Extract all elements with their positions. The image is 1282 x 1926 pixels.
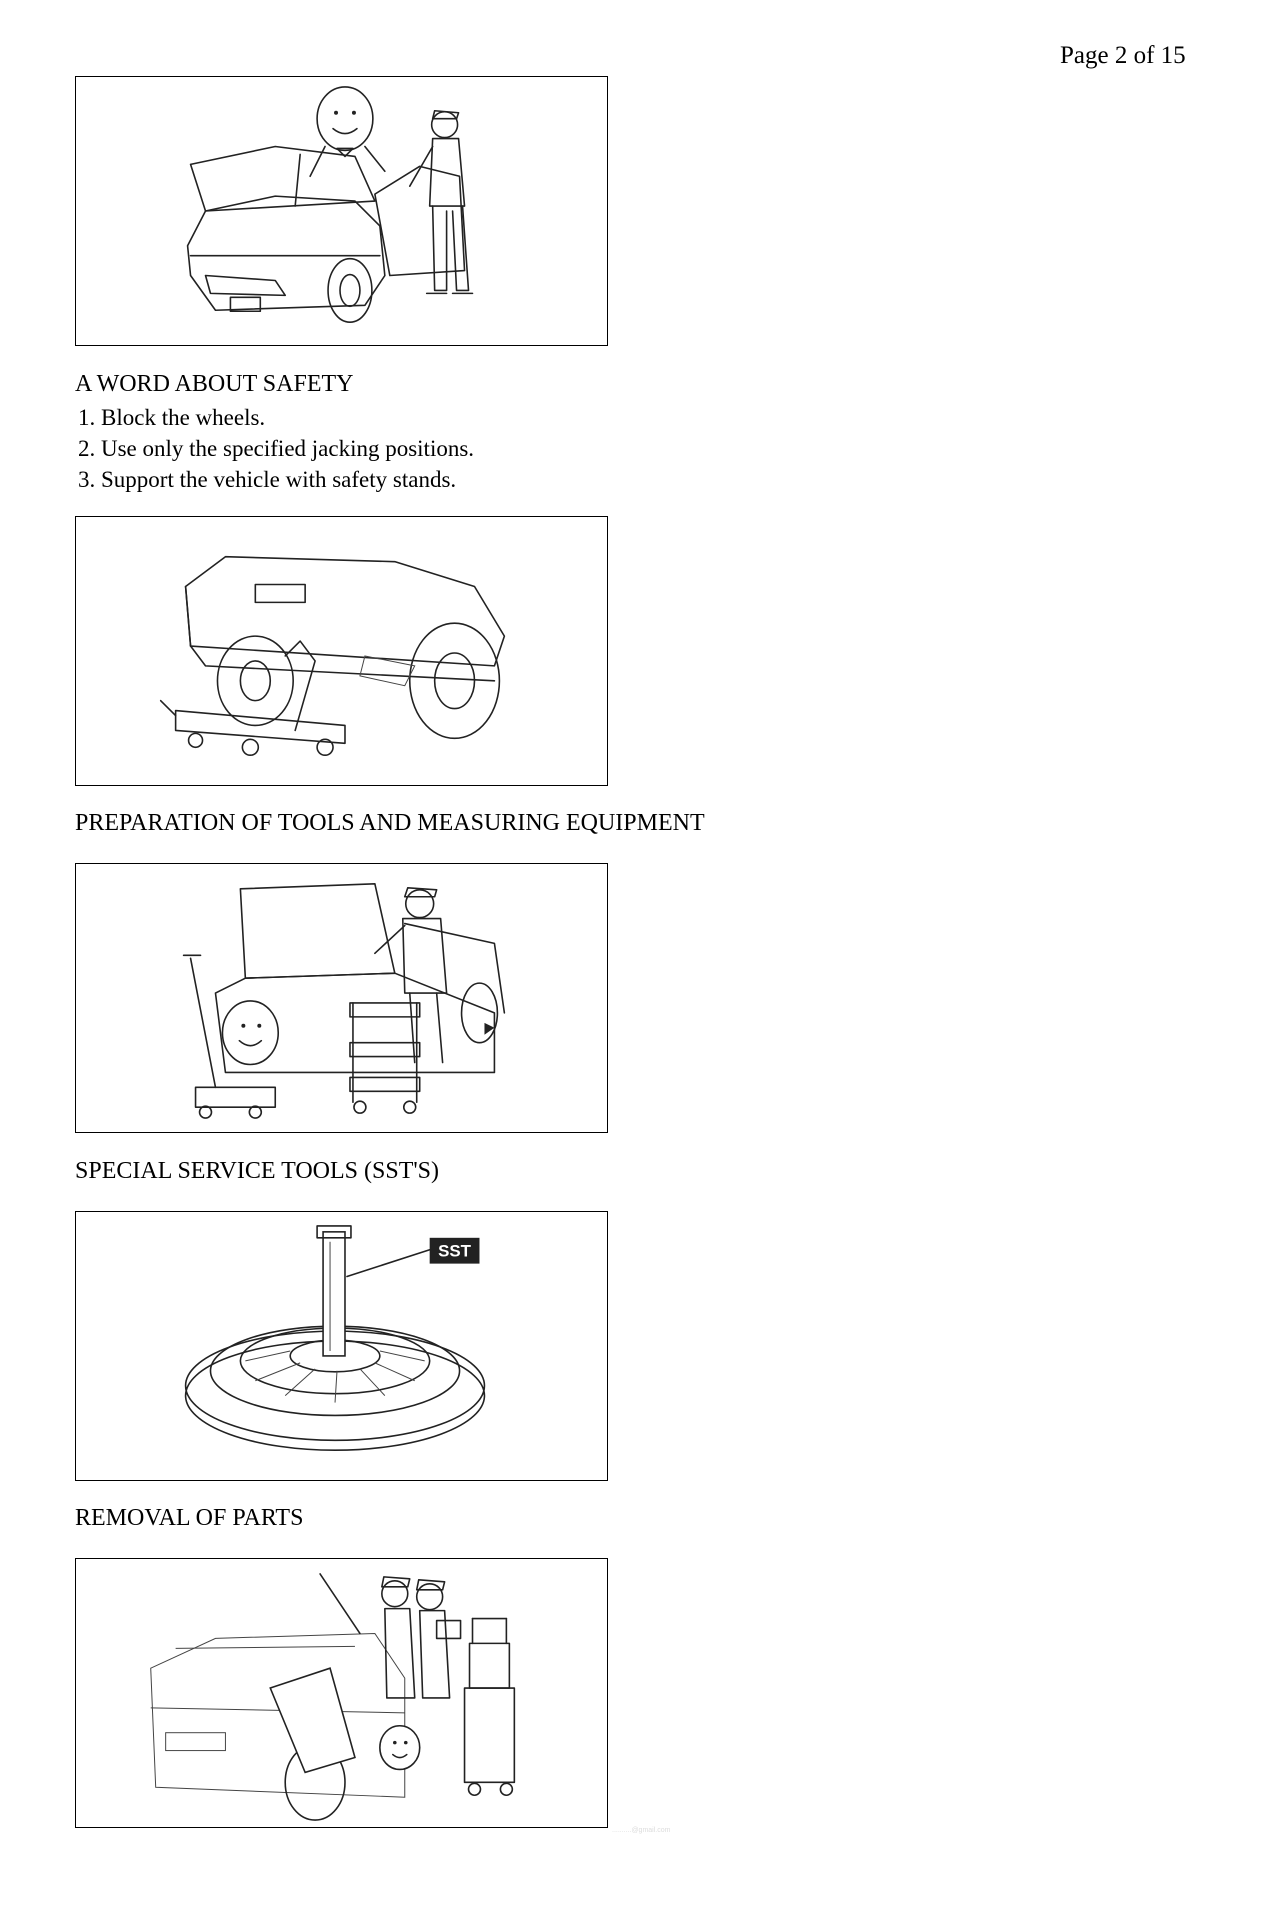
safety-step-1: 1. Block the wheels. [78, 405, 266, 430]
illustration-car-with-mascot-and-technician [75, 76, 608, 346]
car-mascot-technician-drawing [76, 77, 607, 345]
sst-callout-label: SST [438, 1241, 472, 1261]
section-heading-removal: REMOVAL OF PARTS [75, 1505, 304, 1531]
illustration-technician-with-tool-cart [75, 863, 608, 1133]
section-heading-sst: SPECIAL SERVICE TOOLS (SST'S) [75, 1158, 440, 1184]
sst-clutch-drawing [76, 1212, 607, 1480]
tool-preparation-drawing [76, 864, 607, 1132]
illustration-parts-removal-technicians [75, 1558, 608, 1828]
car-jacking-drawing [76, 517, 607, 785]
safety-step-3: 3. Support the vehicle with safety stands. [78, 467, 457, 492]
section-heading-tools: PREPARATION OF TOOLS AND MEASURING EQUIPMENT [75, 810, 705, 836]
safety-steps-list [78, 402, 474, 495]
parts-removal-drawing [76, 1559, 607, 1827]
watermark-text: ..........@gmail.com [612, 1827, 671, 1834]
section-heading-safety: A WORD ABOUT SAFETY [75, 371, 354, 397]
safety-step-2: 2. Use only the specified jacking positions. [78, 436, 475, 461]
page-number: Page 2 of 15 [1060, 42, 1186, 69]
illustration-car-on-floor-jack [75, 516, 608, 786]
illustration-special-service-tool-clutch [75, 1211, 608, 1481]
